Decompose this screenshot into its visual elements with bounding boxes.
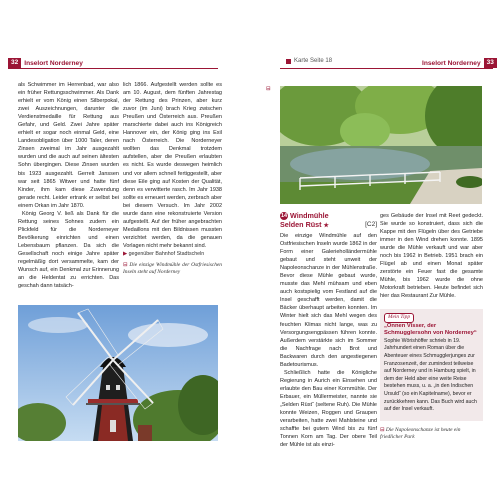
section-heading: [280, 212, 377, 230]
header-rule-left: [8, 68, 218, 69]
paragraph: König Georg V. ließ als Dank für die Rettung seines Sohnes zudem ein Plickfeld für die Norderneyer Bevölkerung einrichten und einen Lebensbaum pflanzen. Da sich die Gesellschaft noch einige Jahre später regelmäßig dort versammelte, kam der Wunsch auf, ein Denkmal zur Erinnerung an die Heldentat zu errichten. Das geschah dann tatsäch-: [18, 210, 119, 290]
map-reference: [286, 58, 332, 64]
paragraph: Die einzige Windmühle auf den Ostfriesischen Inseln wurde 1862 in der Form einer Galerieholländermühle gebaut und steht unweit der Napoleonschanze in der Mühlenstraße. Bevor diese Mühle gebaut wurde, musste das Mehl mühsam und eben auch kostspielig vom Festland auf die Insel geschafft werden, damit die Bäcker überhaupt arbeiten konnten. Im Winter hielt sich das Mehl wegen des feuchten Klimas nicht lange, was zu Versorgungsengpässen führen konnte. Außerdem verstärkte sich im Sommer die Nachfrage nach Brot und Backwaren durch den angestiegenen Badetourismus.: [280, 233, 377, 368]
caption-text: Die einzige Windmühle der Ostfriesischen Inseln steht auf Norderney: [123, 261, 222, 276]
right-header: [422, 58, 497, 68]
map-square-icon: [286, 59, 291, 64]
left-column-2: [123, 81, 222, 276]
caption-marker-icon: ⊟: [380, 427, 385, 433]
page-number-left: 32: [8, 58, 21, 68]
caption-marker-icon: ⊟: [266, 86, 271, 92]
paragraph: lich 1866. Aufgestellt werden sollte es am 10. August, dem fünften Jahrestag der Rettung des Prinzen, aber kurz zuvor (im Juni) brach Krieg zwischen Preußen und Österreich aus. Preußen marschierte dabei auch ins Königreich Hannover ein, der König ging ins Exil nach Österreich. Die Norderneyer wollten das Denkmal trotzdem aufstellen, aber die Preußen erlaubten es nicht. Es wurde deswegen heimlich und vor allem schnell fertiggestellt, aber diese Eile ging auf Kosten der Qualität, denn es verwitterte rasch. Im Jahr 1938 sollte es erneuert werden, zerbrach aber bei diesem Versuch. Im Jahr 2002 wurde dann eine rekonstruierte Version aufgestellt. Auf der früher angebrachten Medaillons mit den Bildnissen mussten verzichtet werden, da die genauen Vorlagen nicht mehr bekannt sind.: [123, 82, 222, 249]
tip-tag: Mein Tipp: [384, 313, 414, 323]
running-title-left: Inselort Norderney: [24, 59, 83, 67]
section-title-line2: Selden Rüst: [280, 219, 322, 229]
location-ref-text: gegenüber Bahnhof Stadtscheln: [128, 250, 205, 257]
page-number-right: 33: [484, 58, 497, 68]
rating-star-icon: ★: [323, 222, 329, 229]
map-reference-text: Karte Seite 18: [294, 58, 333, 64]
location-ref: [123, 251, 222, 258]
header-rule-right: [280, 68, 493, 69]
section-number-badge: 14: [280, 213, 288, 220]
right-page: [250, 0, 500, 500]
right-column-2: [380, 212, 483, 301]
grid-reference: [C2]: [365, 220, 377, 228]
windmill-photo: [18, 305, 218, 441]
paragraph: ges Gebäude der Insel mit Reet gedeckt. Sie wurde so konstruiert, dass sich die Kappe mit den Flügeln über des Getriebe immer in den Wind drehen konnte. 1895 wurde die Mühle verkauft und war aber noch bis 1962 in Betrieb. 1951 brach ein Flügel ab und einen Monat später zerstörte ein Feuer fast die gesamte Mühle, bis 1962 wurde die ohne Motorkraft betrieben. Heute befindet sich hier das Restaurant Zur Mühle.: [380, 213, 483, 300]
caption-text: Die Napoleonschanze ist heute ein friedlicher Park: [380, 427, 461, 441]
park-caption: [380, 427, 483, 441]
tip-title: „Onnen Visser, der Schmugglersohn von Norderney“: [384, 322, 477, 337]
section-title-line1: Windmühle: [290, 211, 329, 220]
paragraph: als Schwimmer im Herrenbad, war also ein früher Rettungsschwimmer. Als Dank erhielt er vom König einen Silberpokal, zwei Auszeichnungen, darunter die Verdienstmedaille für Rettung aus Gefahr, und Geld. Zwei Jahre später erhielt er sogar noch einmal Geld, eine Landesobligation über 1000 Taler, deren Zinsen zweimal im Jahr ausgezahlt wurden und die auch auf seinen ältesten Sohn übergingen. Diese Zinsen wurden bis 1923 ausgezahlt. Gerrelt Janssen war seit 1865 Witwer und hatte fünf Kinder, ihm kam diese Zuwendung gerade recht. Leider ertrank er selbst bei einem Orkan im Jahr 1870.: [18, 82, 119, 209]
map-pin-icon: ▶: [123, 250, 128, 257]
tip-body: Sophie Wörishöffer schrieb in 19. Jahrhundert einen Roman über die Abenteuer eines Schmugglerjunges zur Franzosenzeit, der zumindest teilweise auf Norderney und in Hamburg spielt, in dem der Held aber eine weite Reise bestehen muss, u. a. „in den Indischen Ursuld“ (so ein Kapitelname), bevor er zurückkehren kann. Das Buch wird auch auf der Insel verkauft.: [384, 337, 477, 413]
park-photo: [280, 86, 482, 204]
left-header: [8, 58, 83, 68]
right-column-1: [280, 212, 377, 449]
windmill-caption: [123, 262, 222, 276]
tip-infobox: [380, 309, 483, 421]
left-column-1: [18, 81, 119, 290]
caption-marker-icon: ⊟: [123, 261, 128, 268]
park-caption-marker: [266, 86, 274, 196]
paragraph: Schließlich hatte die Königliche Regierung in Aurich ein Einsehen und erlaubte den Bau einer Kornmühle. Der Erbauer, ein Müllermeister, nannte sie „Selden Rüst“ (seltene Ruh). Die Mühle konnte Weizen, Roggen und Graupen verarbeiten, hatte zwei Mahlsteine und schaffte bei gutem Wind bis zu fünf Tonnen Korn am Tag. Der obere Teil der Mühle ist als einzi-: [280, 369, 377, 449]
running-title-right: Inselort Norderney: [422, 59, 481, 67]
